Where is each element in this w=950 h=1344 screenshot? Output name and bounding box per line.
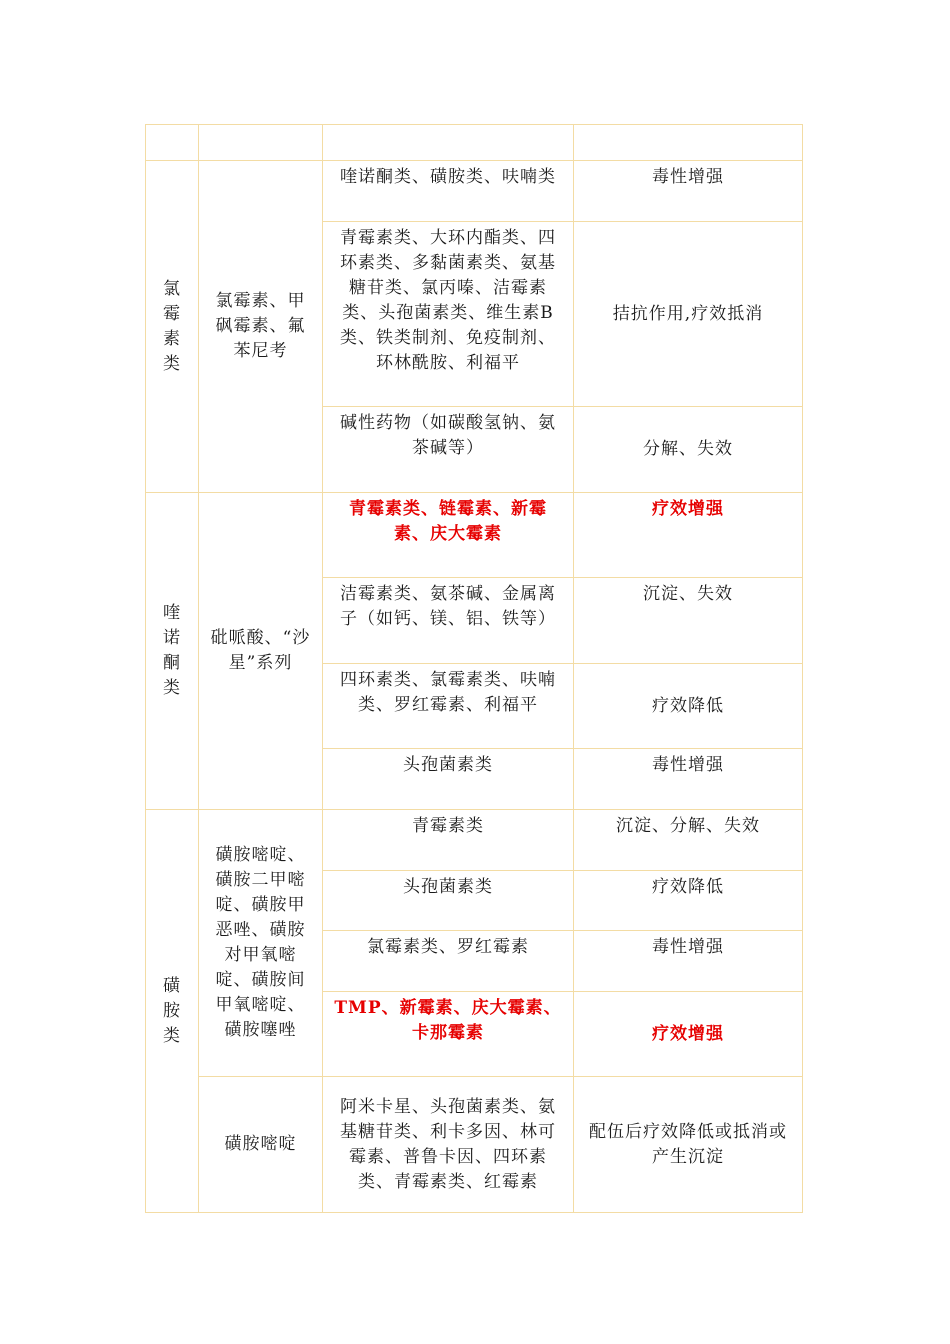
effect-cell: 分解、失效 [574, 407, 803, 493]
category-cell: 喹诺酮类 [146, 493, 199, 810]
combination-cell: 洁霉素类、氨茶碱、金属离子（如钙、镁、铝、铁等） [323, 578, 574, 664]
effect-cell: 沉淀、失效 [574, 578, 803, 664]
combination-cell: 喹诺酮类、磺胺类、呋喃类 [323, 161, 574, 222]
effect-cell: 疗效降低 [574, 871, 803, 931]
effect-cell: 毒性增强 [574, 161, 803, 222]
header-cell [574, 125, 803, 161]
combination-cell: 阿米卡星、头孢菌素类、氨基糖苷类、利卡多因、林可霉素、普鲁卡因、四环素类、青霉素类、红霉素 [323, 1077, 574, 1213]
category-cell: 磺胺类 [146, 810, 199, 1213]
header-row [146, 125, 803, 161]
header-cell [323, 125, 574, 161]
combination-cell-highlight: TMP、新霉素、庆大霉素、卡那霉素 [323, 992, 574, 1077]
combination-cell: 四环素类、氯霉素类、呋喃类、罗红霉素、利福平 [323, 664, 574, 749]
effect-cell: 配伍后疗效降低或抵消或产生沉淀 [574, 1077, 803, 1213]
combination-cell: 头孢菌素类 [323, 871, 574, 931]
combination-cell: 青霉素类 [323, 810, 574, 871]
header-cell [199, 125, 323, 161]
drug-name-cell: 砒哌酸、“沙星”系列 [199, 493, 323, 810]
drug-interaction-table [145, 124, 803, 1213]
effect-cell-highlight: 疗效增强 [574, 992, 803, 1077]
effect-cell: 拮抗作用,疗效抵消 [574, 222, 803, 407]
drug-name-cell: 磺胺嘧啶、磺胺二甲嘧啶、磺胺甲恶唑、磺胺对甲氧嘧啶、磺胺间甲氧嘧啶、磺胺噻唑 [199, 810, 323, 1077]
effect-cell: 疗效降低 [574, 664, 803, 749]
effect-cell: 毒性增强 [574, 749, 803, 810]
combination-cell: 碱性药物（如碳酸氢钠、氨茶碱等） [323, 407, 574, 493]
combination-cell: 氯霉素类、罗红霉素 [323, 931, 574, 992]
table-row [146, 493, 803, 578]
header-cell [146, 125, 199, 161]
table-row [146, 1077, 803, 1213]
effect-cell: 沉淀、分解、失效 [574, 810, 803, 871]
combination-cell: 头孢菌素类 [323, 749, 574, 810]
category-cell: 氯霉素类 [146, 161, 199, 493]
effect-cell-highlight: 疗效增强 [574, 493, 803, 578]
combination-cell-highlight: 青霉素类、链霉素、新霉素、庆大霉素 [323, 493, 574, 578]
drug-name-cell: 氯霉素、甲砜霉素、氟苯尼考 [199, 161, 323, 493]
table-row [146, 161, 803, 222]
combination-cell: 青霉素类、大环内酯类、四环素类、多黏菌素类、氨基糖苷类、氯丙嗪、洁霉素类、头孢菌素类、维生素B类、铁类制剂、免疫制剂、环林酰胺、利福平 [323, 222, 574, 407]
table-row [146, 810, 803, 871]
drug-name-cell: 磺胺嘧啶 [199, 1077, 323, 1213]
effect-cell: 毒性增强 [574, 931, 803, 992]
